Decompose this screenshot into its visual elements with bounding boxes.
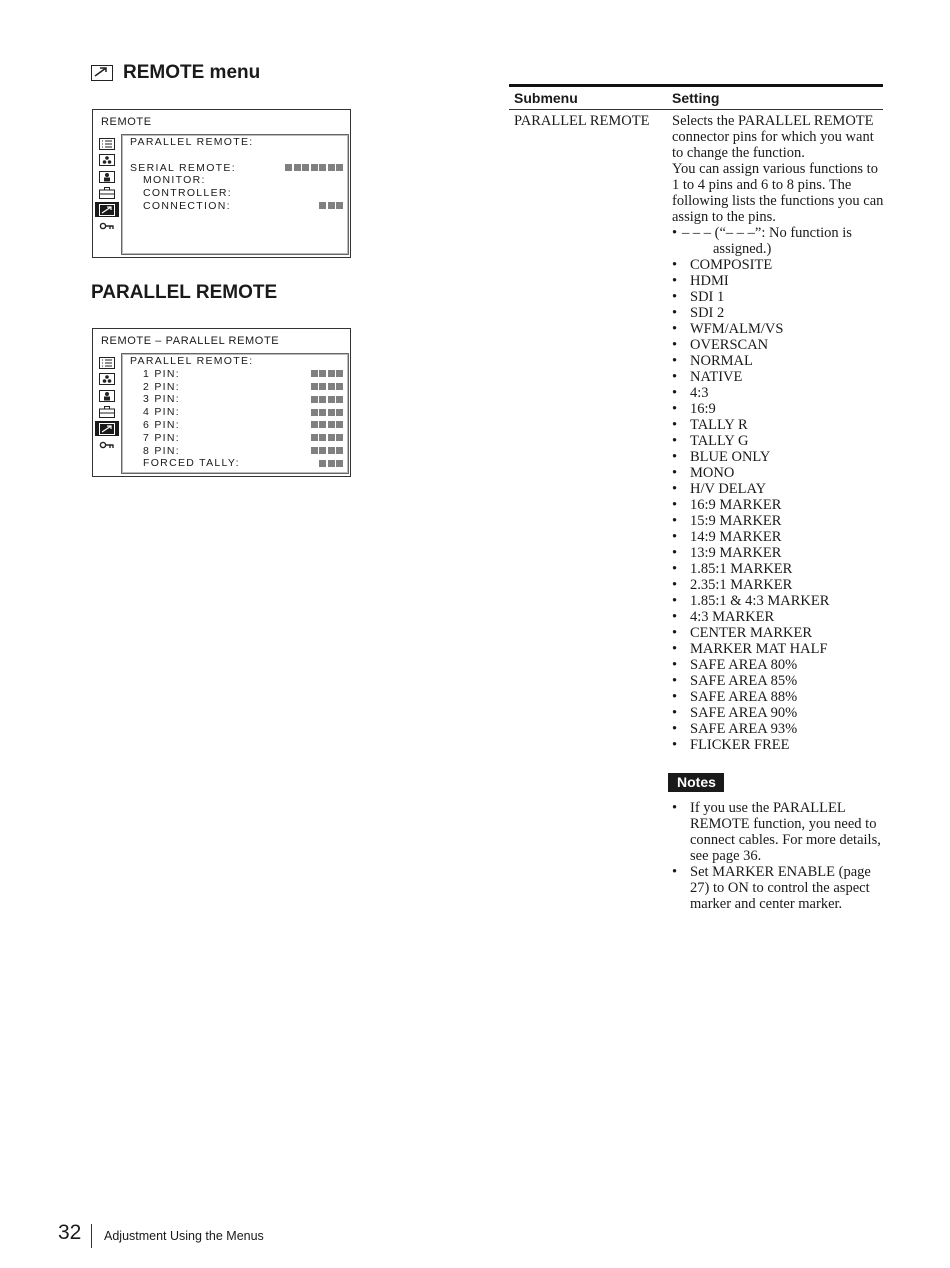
- value-block: [319, 421, 326, 428]
- list-item: • SAFE AREA 85%: [672, 673, 884, 689]
- note-item: • If you use the PARALLEL REMOTE function, you need to connect cables. For more details, see page 36.: [672, 800, 884, 864]
- value-block: [328, 421, 335, 428]
- osd-value-placeholder: [311, 421, 344, 428]
- osd-row: [122, 393, 348, 406]
- value-block: [319, 434, 326, 441]
- list-item: • COMPOSITE: [672, 257, 884, 273]
- section-title: PARALLEL REMOTE: [91, 282, 278, 303]
- osd-panel: [121, 353, 349, 474]
- osd-row: [122, 200, 348, 213]
- osd-panel: [121, 134, 349, 255]
- value-block: [319, 396, 326, 403]
- value-block: [311, 370, 318, 377]
- dash-item-text: • – – – (“– – –”: No function is: [682, 225, 852, 241]
- remote-arrow-icon: [91, 65, 113, 81]
- osd-row-label: CONNECTION:: [143, 199, 231, 212]
- status-list-icon: [95, 355, 119, 370]
- value-block: [294, 164, 301, 171]
- value-block: [336, 421, 343, 428]
- value-block: [311, 164, 318, 171]
- status-list-icon: [95, 136, 119, 151]
- list-item: • 15:9 MARKER: [672, 513, 884, 529]
- list-item: • MONO: [672, 465, 884, 481]
- osd-row: [122, 355, 348, 368]
- notes-badge: Notes: [668, 773, 724, 792]
- value-block: [336, 383, 343, 390]
- osd-remote-menu: [92, 109, 351, 258]
- osd-row: [122, 406, 348, 419]
- list-item: • SAFE AREA 93%: [672, 721, 884, 737]
- notes-section: [672, 800, 884, 912]
- toolbox-icon: [95, 405, 119, 420]
- osd-value-placeholder: [311, 383, 344, 390]
- value-block: [328, 370, 335, 377]
- setting-intro-1: Selects the PARALLEL REMOTE connector pins for which you want to change the function.: [672, 113, 874, 161]
- value-block: [319, 409, 326, 416]
- osd-row: [122, 457, 348, 470]
- osd-row-label: 6 PIN:: [143, 418, 180, 431]
- function-list: [672, 225, 884, 753]
- settings-table: [509, 84, 883, 110]
- osd-value-placeholder: [311, 396, 344, 403]
- remote-icon: [95, 202, 119, 217]
- header-submenu: Submenu: [514, 90, 578, 106]
- osd-value-placeholder: [311, 409, 344, 416]
- list-item: • MARKER MAT HALF: [672, 641, 884, 657]
- list-item: • 13:9 MARKER: [672, 545, 884, 561]
- value-block: [336, 202, 343, 209]
- notes-list: [672, 800, 884, 912]
- value-block: [311, 396, 318, 403]
- value-block: [311, 383, 318, 390]
- footer-divider: [91, 1224, 92, 1248]
- setting-intro-2: You can assign various functions to 1 to 4 pins and 6 to 8 pins. The following lists the functions you can assign to the pins.: [672, 161, 884, 225]
- submenu-cell: PARALLEL REMOTE: [514, 113, 650, 129]
- list-item: • 14:9 MARKER: [672, 529, 884, 545]
- table-header: [509, 87, 883, 110]
- value-block: [328, 202, 335, 209]
- value-block: [311, 421, 318, 428]
- key-icon: [95, 219, 119, 234]
- list-item: [672, 225, 884, 257]
- value-block: [319, 164, 326, 171]
- setting-cell: [672, 113, 884, 753]
- color-channels-icon: [95, 153, 119, 168]
- value-block: [311, 447, 318, 454]
- list-item: • HDMI: [672, 273, 884, 289]
- value-block: [311, 434, 318, 441]
- osd-title: REMOTE: [101, 116, 152, 128]
- list-item: • SDI 1: [672, 289, 884, 305]
- list-item: • H/V DELAY: [672, 481, 884, 497]
- value-block: [328, 383, 335, 390]
- user-icon: [95, 169, 119, 184]
- osd-row-label: MONITOR:: [143, 174, 206, 187]
- osd-icon-column: [95, 136, 121, 235]
- note-item: • Set MARKER ENABLE (page 27) to ON to control the aspect marker and center marker.: [672, 864, 884, 912]
- list-item: • WFM/ALM/VS: [672, 321, 884, 337]
- list-item: • TALLY R: [672, 417, 884, 433]
- value-block: [319, 447, 326, 454]
- list-item: • 1.85:1 & 4:3 MARKER: [672, 593, 884, 609]
- value-block: [328, 164, 335, 171]
- toolbox-icon: [95, 186, 119, 201]
- value-block: [319, 460, 326, 467]
- value-block: [328, 460, 335, 467]
- osd-value-placeholder: [311, 370, 344, 377]
- osd-value-placeholder: [285, 164, 343, 171]
- value-block: [319, 370, 326, 377]
- dash-item-cont: assigned.): [713, 241, 772, 257]
- list-item: • 4:3 MARKER: [672, 609, 884, 625]
- osd-value-placeholder: [319, 460, 343, 467]
- osd-row: [122, 162, 348, 175]
- osd-row-label: CONTROLLER:: [143, 187, 232, 200]
- osd-row-label: PARALLEL REMOTE:: [130, 136, 254, 148]
- osd-row: [122, 136, 348, 149]
- user-icon: [95, 388, 119, 403]
- osd-row-label: 4 PIN:: [143, 406, 180, 419]
- key-icon: [95, 438, 119, 453]
- list-item: • SAFE AREA 80%: [672, 657, 884, 673]
- list-item: • 16:9: [672, 401, 884, 417]
- value-block: [336, 164, 343, 171]
- osd-value-placeholder: [311, 447, 344, 454]
- osd-row: [122, 368, 348, 381]
- value-block: [311, 409, 318, 416]
- value-block: [336, 447, 343, 454]
- osd-row: [122, 187, 348, 200]
- osd-row: [122, 419, 348, 432]
- page-number: 32: [58, 1221, 82, 1244]
- osd-row-label: 2 PIN:: [143, 380, 180, 393]
- value-block: [336, 396, 343, 403]
- osd-row-label: FORCED TALLY:: [143, 457, 240, 470]
- list-item: • 4:3: [672, 385, 884, 401]
- value-block: [328, 396, 335, 403]
- osd-row: [122, 445, 348, 458]
- color-channels-icon: [95, 372, 119, 387]
- remote-icon: [95, 421, 119, 436]
- footer-section-title: Adjustment Using the Menus: [104, 1229, 264, 1243]
- osd-row-label: 1 PIN:: [143, 367, 180, 380]
- osd-row-label: SERIAL REMOTE:: [130, 161, 236, 174]
- value-block: [336, 460, 343, 467]
- value-block: [319, 383, 326, 390]
- osd-row-label: 3 PIN:: [143, 393, 180, 406]
- page-title: REMOTE menu: [123, 62, 261, 83]
- value-block: [328, 434, 335, 441]
- list-item: • 16:9 MARKER: [672, 497, 884, 513]
- osd-row: [122, 174, 348, 187]
- remote-menu-heading: [91, 62, 260, 84]
- list-item: • OVERSCAN: [672, 337, 884, 353]
- value-block: [328, 447, 335, 454]
- osd-parallel-remote-menu: [92, 328, 351, 477]
- list-item: • 2.35:1 MARKER: [672, 577, 884, 593]
- list-item: • NATIVE: [672, 369, 884, 385]
- osd-row-label: PARALLEL REMOTE:: [130, 355, 254, 367]
- header-setting: Setting: [672, 90, 720, 106]
- list-item: • FLICKER FREE: [672, 737, 884, 753]
- osd-title: REMOTE – PARALLEL REMOTE: [101, 335, 280, 347]
- osd-row: [122, 432, 348, 445]
- osd-value-placeholder: [311, 434, 344, 441]
- list-item: • TALLY G: [672, 433, 884, 449]
- list-item: • SDI 2: [672, 305, 884, 321]
- list-item: • SAFE AREA 88%: [672, 689, 884, 705]
- value-block: [319, 202, 326, 209]
- value-block: [302, 164, 309, 171]
- list-item: • CENTER MARKER: [672, 625, 884, 641]
- list-item: • SAFE AREA 90%: [672, 705, 884, 721]
- osd-row-label: 7 PIN:: [143, 431, 180, 444]
- osd-row-label: 8 PIN:: [143, 444, 180, 457]
- osd-value-placeholder: [319, 202, 343, 209]
- list-item: • NORMAL: [672, 353, 884, 369]
- value-block: [336, 434, 343, 441]
- value-block: [328, 409, 335, 416]
- value-block: [336, 370, 343, 377]
- list-item: • 1.85:1 MARKER: [672, 561, 884, 577]
- osd-row: [122, 381, 348, 394]
- osd-icon-column: [95, 355, 121, 454]
- value-block: [285, 164, 292, 171]
- list-item: • BLUE ONLY: [672, 449, 884, 465]
- osd-row: [122, 149, 348, 162]
- value-block: [336, 409, 343, 416]
